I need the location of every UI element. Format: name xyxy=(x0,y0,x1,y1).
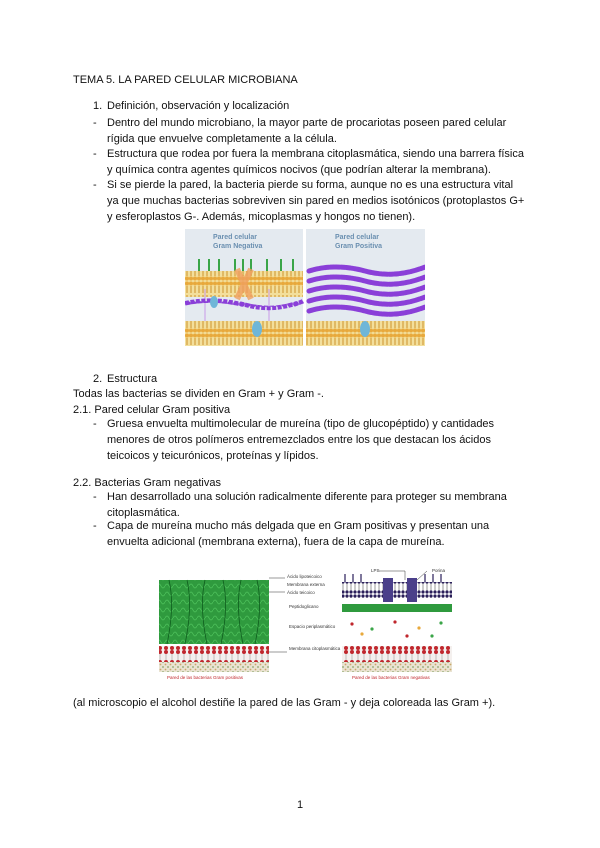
gram-positive-wall-panel xyxy=(159,580,269,680)
thin-peptidoglycan-layer xyxy=(342,604,452,612)
gram-wall-detail-illustration xyxy=(157,566,454,684)
outer-membrane xyxy=(342,582,452,598)
thick-peptidoglycan-layer xyxy=(159,580,269,644)
section2-heading: Estructura xyxy=(107,373,158,385)
label-lps: LPS xyxy=(371,568,380,573)
section2-intro: Todas las bacterias se dividen en Gram + y Gram -. xyxy=(73,388,324,400)
cell-wall-illustration xyxy=(185,229,425,346)
figure1-label-right-2: Gram Positiva xyxy=(335,243,383,250)
gram-wall-detail-figure xyxy=(157,566,454,684)
figure2-center-labels xyxy=(269,573,341,652)
section1-heading: Definición, observación y localización xyxy=(107,100,290,112)
bullet-dash: - xyxy=(93,491,97,503)
porin-channel xyxy=(383,578,393,602)
porin-channel xyxy=(407,578,417,602)
figure1-label-left-1: Pared celular xyxy=(213,234,257,241)
periplasmic-protein xyxy=(210,296,218,308)
gram-negative-bullet-2: Capa de mureína mucho más delgada que en Gram positivas y presentan una envuelta adicional (membrana externa), fuera de la capa de mureína. xyxy=(107,520,490,548)
label-porin: Porina xyxy=(432,568,446,573)
label-cytoplasmic-membrane: Membrana citoplasmática xyxy=(289,646,341,651)
gram-negative-bullet-1: Han desarrollado una solución radicalmente diferente para proteger su membrana citoplasmática. xyxy=(107,491,507,519)
membrane-protein xyxy=(360,321,370,337)
subsection-2-2-heading: 2.2. Bacterias Gram negativas xyxy=(73,477,221,489)
bullet-dash: - xyxy=(93,117,97,129)
cytoplasm-texture xyxy=(342,662,452,672)
label-peptidoglycan: Peptidoglicano xyxy=(289,604,319,609)
caption-gram-negative: Pared de las bacterias Gram negativas xyxy=(352,675,430,680)
gram-negative-wall-panel xyxy=(342,568,452,680)
gram-positive-bullet-1: Gruesa envuelta multimolecular de mureína (tipo de glucopéptido) y cantidades menores de otros polímeros entremezclados entre los que destacan los ácidos teicoicos y teicurónicos, proteínas y lípidos. xyxy=(107,418,495,462)
membrane-protein xyxy=(252,321,262,337)
section1-bullet-2: Estructura que rodea por fuera la membrana citoplasmática, siendo una barrera física y química contra agentes químicos nocivos (que podrían alterar la membrana). xyxy=(107,148,524,176)
subsection-2-1-heading: 2.1. Pared celular Gram positiva xyxy=(73,404,231,416)
section1-bullet-1: Dentro del mundo microbiano, la mayor parte de procariotas poseen pared celular rígida que envuelve completamente a la célula. xyxy=(107,117,507,145)
section2-number: 2. xyxy=(93,373,103,385)
page-number: 1 xyxy=(297,799,304,811)
bullet-dash: - xyxy=(93,520,97,532)
bullet-dash: - xyxy=(93,148,97,160)
figure1-label-right-1: Pared celular xyxy=(335,234,379,241)
bullet-dash: - xyxy=(93,179,97,191)
label-periplasmic-space: Espacio periplasmático xyxy=(289,624,336,629)
section1-bullet-3: Si se pierde la pared, la bacteria pierde su forma, aunque no es una estructura vital ya que muchas bacterias sobreviven sin pared en medios isotónicos (protoplastos G+ y esferoplastos G-. Además, micoplasmas y hongos no tienen). xyxy=(107,179,525,223)
section1-number: 1. xyxy=(93,100,103,112)
cell-wall-comparison-figure xyxy=(185,229,425,346)
cytoplasmic-membrane xyxy=(159,646,269,662)
bullet-dash: - xyxy=(93,418,97,430)
closing-note: (al microscopio el alcohol destiñe la pared de las Gram - y deja coloreada las Gram +). xyxy=(73,697,496,709)
caption-gram-positive: Pared de las bacterias Gram positivas xyxy=(167,675,244,680)
figure1-label-left-2: Gram Negativa xyxy=(213,243,263,250)
page-title: TEMA 5. LA PARED CELULAR MICROBIANA xyxy=(73,74,298,86)
inner-membrane-bilayer xyxy=(185,321,303,346)
label-lipoteichoic-acid: Ácido lipoteicoico xyxy=(287,574,322,579)
label-teichoic-acid: Ácido teicoico xyxy=(287,590,315,595)
inner-cytoplasmic-membrane xyxy=(342,646,452,662)
cytoplasm-texture xyxy=(159,662,269,672)
label-outer-membrane: Membrana externa xyxy=(287,582,325,587)
periplasmic-particles xyxy=(350,620,442,637)
